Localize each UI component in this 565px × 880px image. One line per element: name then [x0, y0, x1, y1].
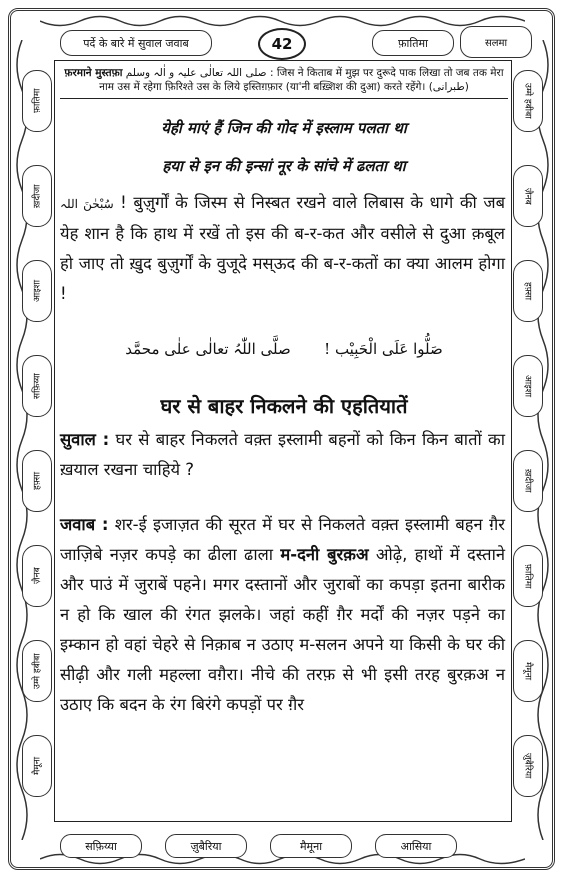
- verse-line-1: येही माएं हैं जिन की गोद में इस्लाम पलता था: [161, 119, 407, 137]
- header-book-title: पर्दे के बारे में सुवाल जवाब: [60, 30, 212, 56]
- side-label: मैमूना: [513, 640, 543, 702]
- farmane-source: (طبرانی): [428, 81, 469, 93]
- question-label: सुवाल :: [60, 430, 110, 449]
- paragraph: [60, 188, 505, 309]
- question: [60, 425, 505, 485]
- side-label: फ़ातिमा: [22, 70, 52, 132]
- header-corner-box: सलमा: [460, 26, 532, 58]
- footer-label: सफ़िय्या: [60, 834, 142, 858]
- side-label: ख़दीजा: [22, 165, 52, 227]
- footer-label: मैमूना: [270, 834, 352, 858]
- side-label: उम्मे हबीबा: [22, 640, 52, 702]
- divider: [60, 98, 508, 99]
- question-text: घर से बाहर निकलते वक़्त इस्लामी बहनों को किन किन बातों का ख़याल रखना चाहिये ?: [60, 430, 506, 479]
- side-label: आइशा: [22, 260, 52, 322]
- answer: [60, 510, 505, 720]
- farmane-mustafa: [60, 66, 508, 94]
- footer-label: आसिया: [375, 834, 457, 858]
- footer-label: ज़ुबैरिया: [165, 834, 247, 858]
- header-name-box: फ़ातिमा: [372, 30, 454, 56]
- answer-label: जवाब :: [60, 515, 109, 534]
- side-label: हफ़्सा: [22, 450, 52, 512]
- side-label: उम्मे हबीबा: [513, 70, 543, 132]
- verse-line-2: हया से इन की इन्सां नूर के सांचे में ढलता था: [162, 157, 406, 175]
- vine-border-left: [12, 40, 32, 840]
- salawat-left: صَلُّوا عَلَی الْحَبِیْب !: [324, 340, 443, 358]
- side-label: ज़ैनब: [22, 545, 52, 607]
- farmane-label: फ़रमाने मुस्तफ़ा: [64, 67, 123, 79]
- answer-text-continued: ओढ़े, हाथों में दस्ताने और पाउं में जुराबें पहने। मगर दस्तानों और जुराबों का कपड़ा इतना बारीक न हो कि खाल की रंगत झलके। जहां कहीं ग़ैर मर्दों की नज़र पड़ने का इम्कान हो वहां चेहरे से निक़ाब न उठाए म-सलन अपने या किसी के घर की सीढ़ी और गली महल्ला वग़ैरा। नीचे की तरफ़ से भी इसी तरह बुरक़अ न उठाए कि बदन के रंग बिरंगे कपड़ों पर ग़ैर: [60, 545, 506, 714]
- answer-bold-term: म-दनी बुरक़अ: [280, 545, 369, 564]
- farmane-arabic: صلی اللہ تعالٰی علیہ و اٰلہ وسلم: [125, 67, 267, 79]
- vine-border-right: [533, 40, 553, 840]
- paragraph-text: ! बुज़ुर्गों के जिस्म से निस्बत रखने वाले लिबास के धागे की जब येह शान है कि हाथ में रखें तो इस की ब-र-कत और वसीले से दुआ क़बूल हो जाए तो ख़ुद बुज़ुर्गों के वुजूदे मस्ऊद की ब-र-कतों का क्या आलम होगा !: [60, 193, 505, 303]
- subhanallah-text: سُبْحٰنَ اللہ: [60, 197, 114, 211]
- page-number: 42: [258, 28, 306, 60]
- side-label: आइशा: [513, 355, 543, 417]
- side-label: हफ़्सा: [513, 260, 543, 322]
- side-label: ज़ुबैरिया: [513, 735, 543, 797]
- salawat: [60, 340, 508, 358]
- answer-text: शर-ई इजाज़त की सूरत में घर से निकलते वक़्त इस्लामी बहन ग़ैर जाज़िबे नज़र कपड़े का ढीला ढाला: [60, 515, 505, 564]
- farmane-text: : जिस ने किताब में मुझ पर दुरूदे पाक लिखा तो जब तक मेरा नाम उस में रहेगा फ़िरिश्ते उस के लिये इस्तिग़फ़ार (या'नी बख़्शिश की दुआ) करते रहेंगे।: [99, 67, 504, 93]
- section-title: घर से बाहर निकलने की एहतियातें: [160, 394, 408, 418]
- side-label: फ़ातिमा: [513, 545, 543, 607]
- side-label: मैमूना: [22, 735, 52, 797]
- side-label: सफ़िय्या: [22, 355, 52, 417]
- side-label: ज़ैनब: [513, 165, 543, 227]
- salawat-right: صلَّی اللّٰہُ تعالٰی علٰی محمَّد: [125, 340, 291, 358]
- side-label: ख़दीजा: [513, 450, 543, 512]
